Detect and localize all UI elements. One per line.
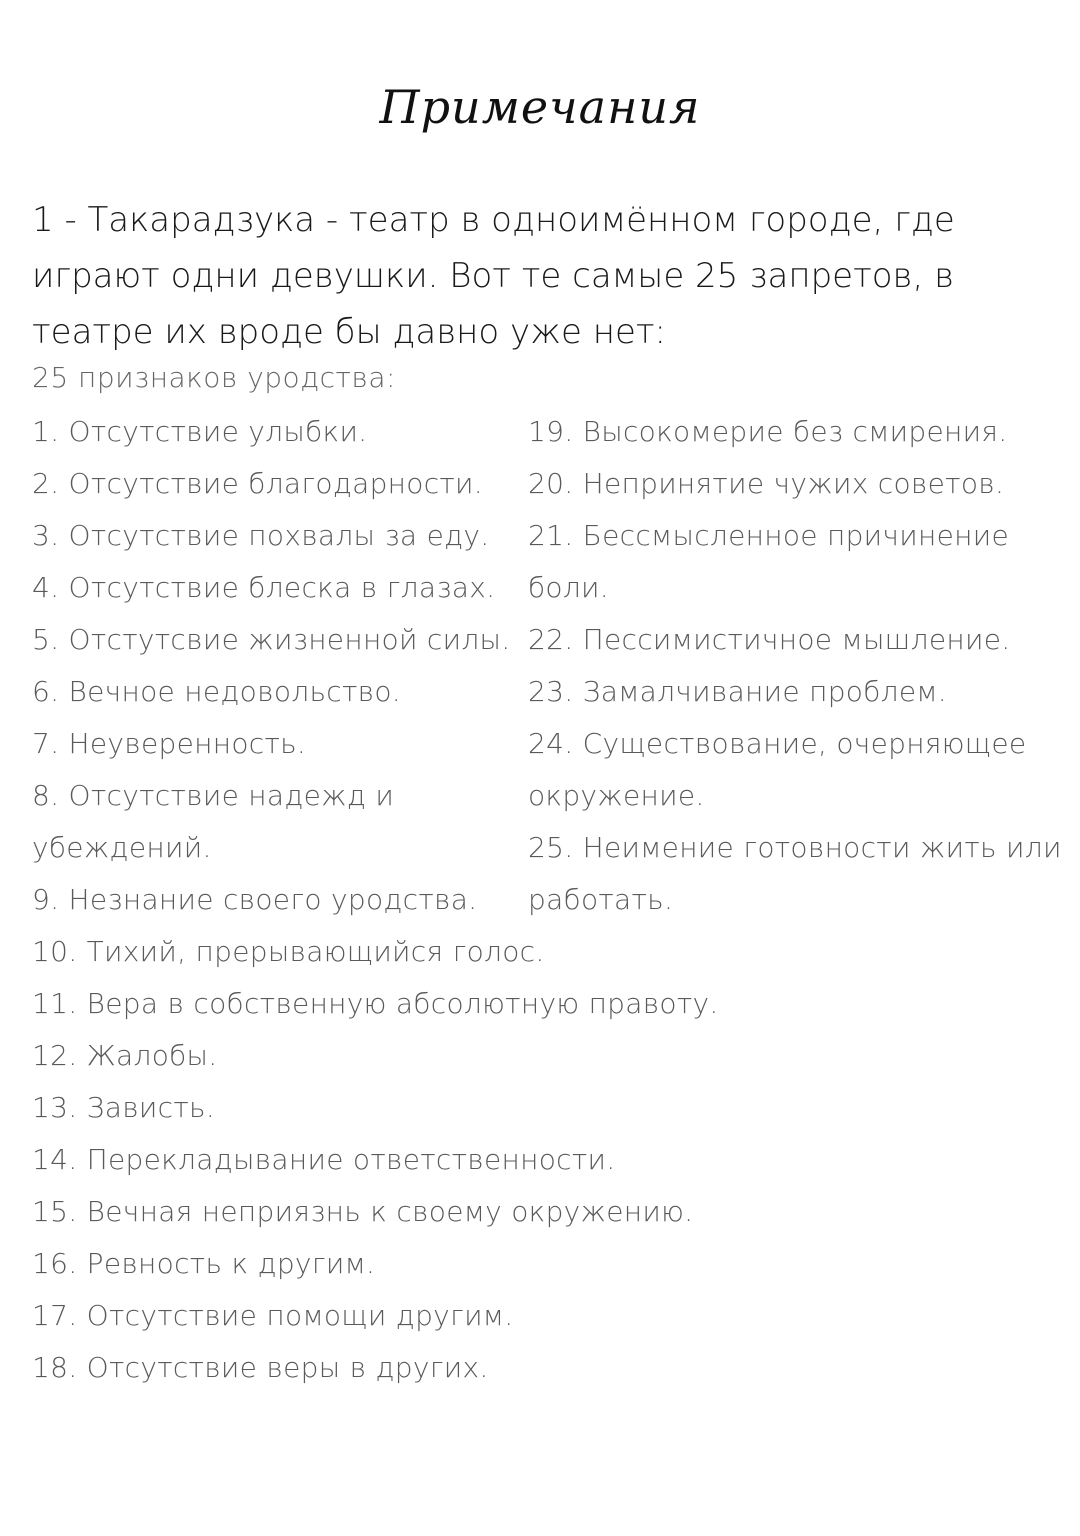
list-item: 13. Зависть.	[32, 1091, 216, 1124]
list-item: 14. Перекладывание ответственности.	[32, 1143, 616, 1176]
list-item: 23. Замалчивание проблем.	[528, 675, 947, 708]
list-item: 21. Бессмысленное причинение	[528, 519, 1010, 552]
list-item: 25. Неимение готовности жить или	[528, 831, 1062, 864]
list-item: 18. Отсутствие веры в других.	[32, 1351, 489, 1384]
list-item: 20. Непринятие чужих советов.	[528, 467, 1005, 500]
list-item: 4. Отсутствие блеска в глазах.	[32, 571, 496, 604]
list-heading: 25 признаков уродства:	[32, 361, 396, 394]
footnote-line: 1 - Такарадзука - театр в одноимённом городе, где	[32, 200, 955, 240]
list-item: 7. Неуверенность.	[32, 727, 307, 760]
list-item: 24. Существование, очерняющее	[528, 727, 1027, 760]
list-item-continuation: боли.	[528, 571, 610, 604]
list-item: 2. Отсутствие благодарности.	[32, 467, 483, 500]
page-title: Примечания	[379, 80, 701, 134]
footnote-paragraph	[32, 192, 1032, 360]
list-item: 3. Отсутствие похвалы за еду.	[32, 519, 490, 552]
list-column-wide	[32, 926, 1032, 1394]
list-item-continuation: окружение.	[528, 779, 705, 812]
list-item: 6. Вечное недовольство.	[32, 675, 401, 708]
list-item: 16. Ревность к другим.	[32, 1247, 376, 1280]
list-item: 9. Незнание своего уродства.	[32, 883, 478, 916]
list-item: 12. Жалобы.	[32, 1039, 218, 1072]
list-column-left	[32, 406, 532, 926]
list-item-continuation: работать.	[528, 883, 674, 916]
list-item: 22. Пессимистичное мышление.	[528, 623, 1011, 656]
list-item: 5. Отстутсвие жизненной силы.	[32, 623, 511, 656]
list-item: 8. Отсутствие надежд и	[32, 779, 395, 812]
footnote-line: театре их вроде бы давно уже нет:	[32, 312, 666, 352]
list-item: 17. Отсутствие помощи другим.	[32, 1299, 514, 1332]
list-item: 11. Вера в собственную абсолютную правоту.	[32, 987, 719, 1020]
list-column-right	[528, 406, 1068, 926]
list-item-continuation: убеждений.	[32, 831, 212, 864]
list-item: 15. Вечная неприязнь к своему окружению.	[32, 1195, 694, 1228]
list-item: 10. Тихий, прерывающийся голос.	[32, 935, 545, 968]
list-item: 1. Отсутствие улыбки.	[32, 415, 368, 448]
list-item: 19. Высокомерие без смирения.	[528, 415, 1008, 448]
footnote-line: играют одни девушки. Вот те самые 25 запретов, в	[32, 256, 954, 296]
